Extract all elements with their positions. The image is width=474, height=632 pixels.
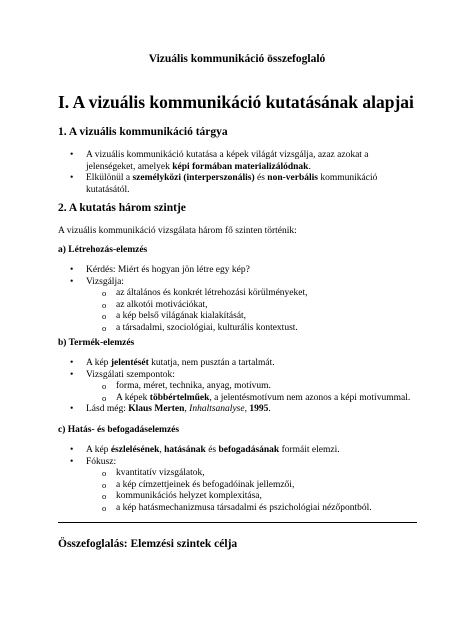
list-item: o a kép hatásmechanizmusa társadalmi és pszichológiai nézőpontból. xyxy=(102,503,372,515)
list-item: o az általános és konkrét létrehozási körülményeket, xyxy=(102,288,308,300)
subsection-a-sublist xyxy=(102,288,308,334)
list-item: • Fókusz: xyxy=(86,457,340,469)
subsection-c-heading: c) Hatás- és befogadáselemzés xyxy=(58,425,180,435)
list-item: • Lásd még: Klaus Merten, Inhaltsanalyse, 1995. xyxy=(86,404,271,416)
list-item: • A kép észlelésének, hatásának és befogadásának formáit elemzi. xyxy=(86,445,340,457)
list-item: o a kép belső világának kialakítását, xyxy=(102,311,308,323)
section1-heading: 1. A vizuális kommunikáció tárgya xyxy=(58,126,228,138)
section2-heading: 2. A kutatás három szintje xyxy=(58,202,186,214)
subsection-b-sublist xyxy=(102,381,410,404)
subsection-a-list xyxy=(86,265,250,288)
list-item: • Vizsgálja: xyxy=(86,277,250,289)
list-item: o a társadalmi, szociológiai, kulturális kontextust. xyxy=(102,323,308,335)
section1-list xyxy=(86,150,377,196)
list-item: • A vizuális kommunikáció kutatása a képek világát vizsgálja, azaz azokat a jelenségeket, amelyek képi formában materializálódnak. xyxy=(86,150,377,173)
summary-heading: Összefoglalás: Elemzési szintek célja xyxy=(58,538,238,550)
list-item: • Kérdés: Miért és hogyan jön létre egy kép? xyxy=(86,265,250,277)
list-item: o forma, méret, technika, anyag, motívum. xyxy=(102,381,410,393)
subsection-c-list xyxy=(86,445,340,468)
subsection-b-heading: b) Termék-elemzés xyxy=(58,338,135,348)
list-item: • Elkülönül a személyközi (interperszonális) és non-verbális kommunikáció kutatásától. xyxy=(86,173,377,196)
subsection-a-heading: a) Létrehozás-elemzés xyxy=(58,245,148,255)
list-item: o a kép címzettjeinek és befogadóinak jellemzői, xyxy=(102,480,372,492)
list-item: o kommunikációs helyzet komplexitása, xyxy=(102,491,372,503)
subsection-b-list xyxy=(86,358,275,381)
list-item: o az alkotói motivációkat, xyxy=(102,300,308,312)
main-heading: I. A vizuális kommunikáció kutatásának alapjai xyxy=(58,92,414,112)
list-item: o kvantitatív vizsgálatok, xyxy=(102,468,372,480)
section2-intro: A vizuális kommunikáció vizsgálata három fő szinten történik: xyxy=(58,226,297,236)
list-item: • A kép jelentését kutatja, nem pusztán a tartalmát. xyxy=(86,358,275,370)
subsection-c-sublist xyxy=(102,468,372,514)
document-title: Vizuális kommunikáció összefoglaló xyxy=(148,53,326,65)
list-item: o A képek többértelműek, a jelentésmotívum nem azonos a képi motívummal. xyxy=(102,393,410,405)
horizontal-rule xyxy=(58,522,417,523)
subsection-b-list-cont xyxy=(86,404,271,416)
list-item: • Vizsgálati szempontok: xyxy=(86,370,275,382)
